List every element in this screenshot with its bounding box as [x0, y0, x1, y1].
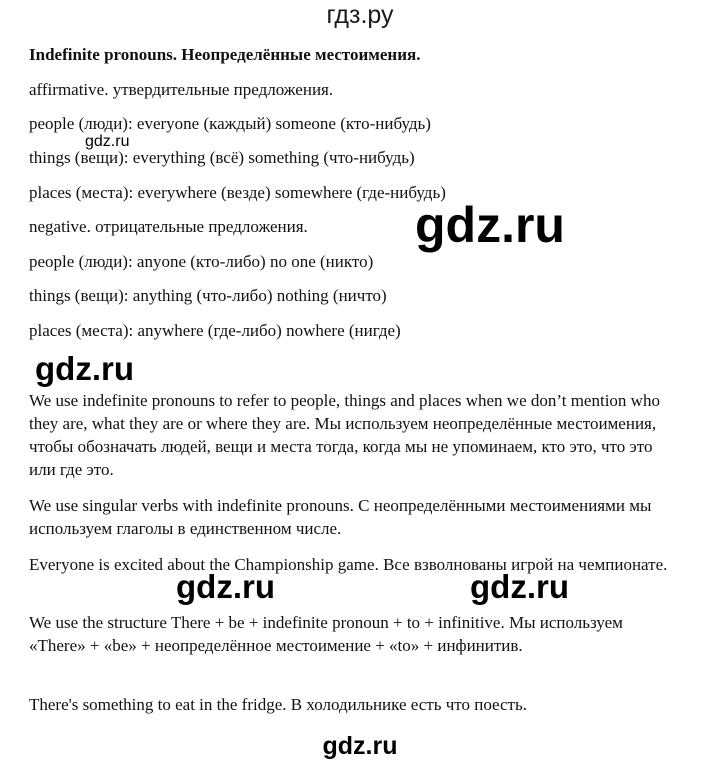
- paragraph-example-fridge: There's something to eat in the fridge. В холодильнике есть что поесть.: [29, 695, 527, 714]
- watermark-large: gdz.ru: [415, 197, 565, 253]
- text-line-affirmative: affirmative. утвердительные предложения.: [29, 80, 334, 99]
- paragraph-usage: We use indefinite pronouns to refer to people, things and places when we don’t mention who they are, what they are or where they are. Мы используем неопределённые местоимения, чтобы обозначать людей, вещи и места тогда, когда мы не упоминаем, кто это, что это или где это.: [29, 391, 660, 479]
- text-line-people-affirmative: people (люди): everyone (каждый) someone (кто-нибудь): [29, 114, 431, 133]
- watermark-left: gdz.ru: [35, 350, 134, 387]
- text-line-people-negative: people (люди): anyone (кто-либо) no one (никто): [29, 252, 374, 271]
- text-line-places-negative: places (места): anywhere (где-либо) nowhere (нигде): [29, 321, 401, 340]
- text-line-things-affirmative: things (вещи): everything (всё) something (что-нибудь): [29, 148, 415, 167]
- watermark-small: gdz.ru: [85, 133, 130, 150]
- watermark-center: gdz.ru: [176, 568, 275, 605]
- site-header: гдз.ру: [326, 1, 394, 29]
- text-line-places-affirmative: places (места): everywhere (везде) somewhere (где-нибудь): [29, 183, 446, 202]
- paragraph-singular-verbs: We use singular verbs with indefinite pronouns. С неопределёнными местоимениями мы используем глаголы в единственном числе.: [29, 496, 652, 538]
- paragraph-example-everyone: Everyone is excited about the Championship game. Все взволнованы игрой на чемпионате.: [29, 555, 668, 574]
- watermark-right: gdz.ru: [470, 568, 569, 605]
- text-line-things-negative: things (вещи): anything (что-либо) nothing (ничто): [29, 286, 387, 305]
- text-line-negative: negative. отрицательные предложения.: [29, 217, 308, 236]
- watermark-footer: gdz.ru: [322, 732, 398, 760]
- section-heading: Indefinite pronouns. Неопределённые местоимения.: [29, 45, 421, 64]
- paragraph-structure: We use the structure There + be + indefinite pronoun + to + infinitive. Мы используем «There» + «be» + неопределённое местоимение + «to» + инфинитив.: [29, 613, 623, 655]
